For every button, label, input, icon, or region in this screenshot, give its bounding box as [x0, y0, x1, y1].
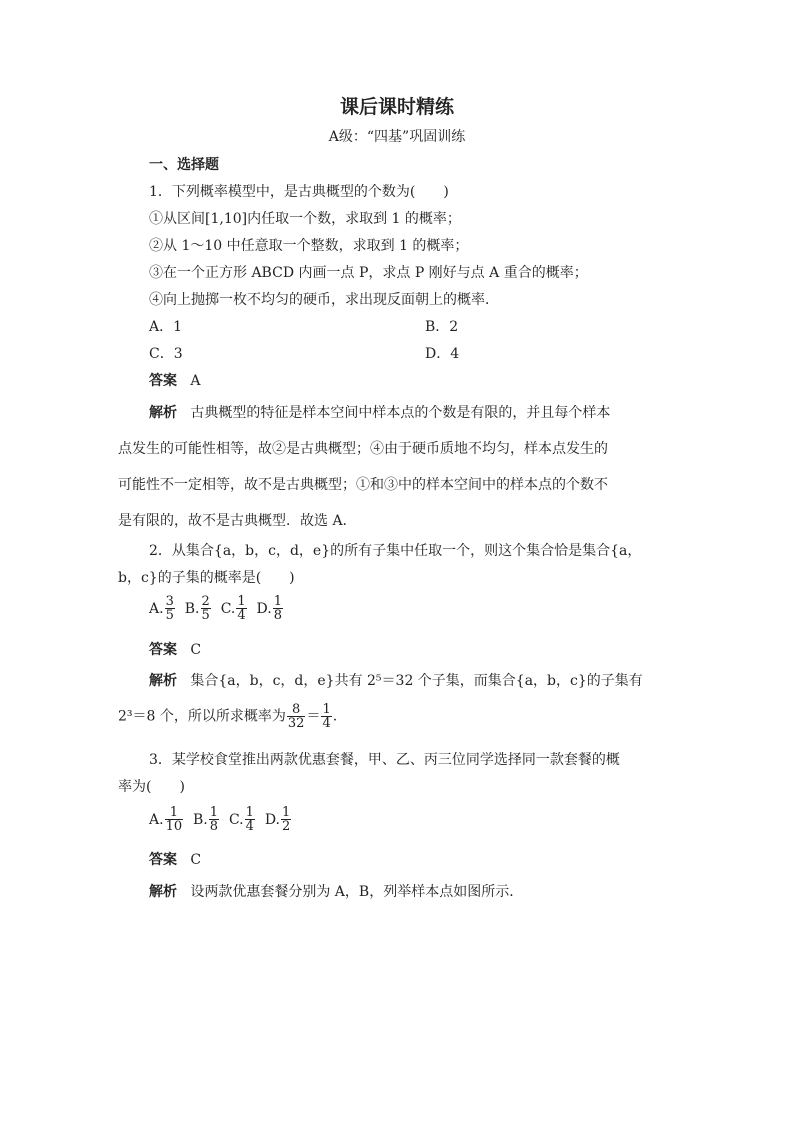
q1-analysis-line-4: 是有限的，故不是古典概型．故选 A. [118, 513, 348, 529]
q2-answer-row [149, 643, 201, 657]
q3-answer-row [149, 853, 201, 867]
q1-item-4: ④向上抛掷一枚不均匀的硬币，求出现反面朝上的概率． [149, 292, 499, 308]
q2-stem-line-1: 2．从集合{a，b，c，d，e}的所有子集中任取一个，则这个集合恰是集合{a， [149, 543, 642, 559]
q2-analysis-line-2: 2³＝8 个，所以所求概率为 $\frac{8}{32}$ ＝ $\frac{1}{4}$ . [118, 702, 338, 731]
q3-analysis-label: 解析 [149, 884, 177, 900]
q2-analysis-label: 解析 [149, 673, 177, 689]
q2-options [149, 595, 284, 622]
page-subtitle: A级：“四基”巩固训练 [328, 129, 466, 145]
q1-option-a: A．1 [149, 319, 183, 335]
q2-option-c: C. $\frac{1}{4}$ [220, 594, 246, 623]
q2-stem-line-2: b，c}的子集的概率是( ) [118, 570, 295, 586]
q2-analysis-line-1: 解析 集合{a，b，c，d，e}共有 2⁵＝32 个子集，而集合{a，b，c}的子集有 [149, 673, 643, 689]
page-title: 课后课时精练 [339, 96, 454, 118]
q2-option-b: B. $\frac{2}{5}$ [184, 594, 210, 623]
q1-analysis-label: 解析 [149, 405, 177, 421]
q1-analysis-line-3: 可能性不一定相等，故不是古典概型；①和③中的样本空间中的样本点的个数不 [118, 477, 608, 493]
q1-item-3: ③在一个正方形 ABCD 内画一点 P，求点 P 刚好与点 A 重合的概率； [149, 265, 588, 281]
q1-option-c: C．3 [149, 346, 183, 362]
q3-option-a: A. $\frac{1}{10}$ [149, 805, 183, 834]
q1-item-1: ①从区间[1,10]内任取一个数，求取到 1 的概率； [149, 211, 461, 227]
q3-options [149, 806, 292, 833]
q1-answer-value: A [190, 373, 201, 389]
q3-option-b: B. $\frac{1}{8}$ [193, 805, 219, 834]
q1-analysis-line-1: 解析 古典概型的特征是样本空间中样本点的个数是有限的，并且每个样本 [149, 405, 611, 421]
q3-option-c: C. $\frac{1}{4}$ [228, 805, 254, 834]
q1-option-b: B．2 [425, 319, 459, 335]
q1-stem: 1．下列概率模型中，是古典概型的个数为( ) [149, 184, 449, 200]
q2-option-d: D. $\frac{1}{8}$ [256, 594, 283, 623]
q3-stem-line-2: 率为( ) [118, 779, 185, 795]
q2-option-a: A. $\frac{3}{5}$ [149, 594, 174, 623]
q3-option-d: D. $\frac{1}{2}$ [264, 805, 291, 834]
q1-answer-row [149, 374, 200, 388]
q1-analysis-line-2: 点发生的可能性相等，故②是古典概型；④由于硬币质地不均匀，样本点发生的 [118, 441, 608, 457]
section-heading: 一、选择题 [149, 157, 219, 173]
q3-answer-value: C [190, 852, 202, 868]
q1-option-d: D．4 [425, 346, 460, 362]
q2-answer-value: C [190, 642, 202, 658]
q1-answer-label: 答案 [149, 373, 177, 389]
q3-stem-line-1: 3．某学校食堂推出两款优惠套餐，甲、乙、丙三位同学选择同一款套餐的概 [149, 752, 620, 768]
q1-item-2: ②从 1～10 中任意取一个整数，求取到 1 的概率； [149, 238, 469, 254]
q2-answer-label: 答案 [149, 642, 177, 658]
q3-answer-label: 答案 [149, 852, 177, 868]
q3-analysis-line: 解析 设两款优惠套餐分别为 A，B，列举样本点如图所示． [149, 884, 524, 900]
